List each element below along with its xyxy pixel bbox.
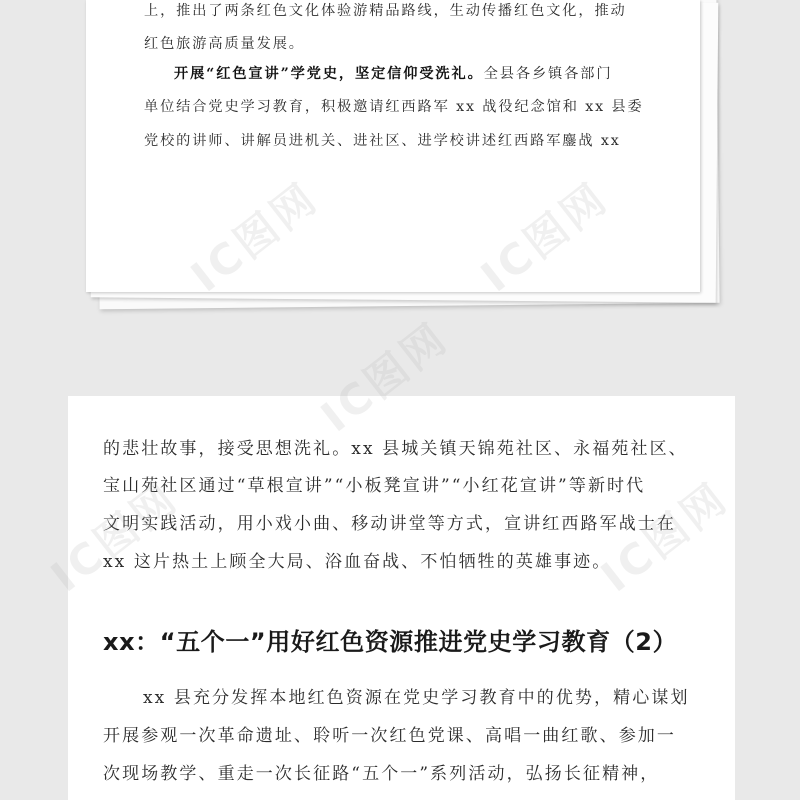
document-page-top bbox=[86, 0, 700, 292]
text-line: xx 这片热土上顾全大局、浴血奋战、不怕牺牲的英雄事迹。 bbox=[103, 552, 612, 572]
section-heading: xx：“五个一”用好红色资源推进党史学习教育（2） bbox=[103, 628, 678, 656]
text-line: 宝山苑社区通过“草根宣讲”“小板凳宣讲”“小红花宣讲”等新时代 bbox=[103, 476, 646, 496]
bold-lead-rest: 全县各乡镇各部门 bbox=[483, 66, 613, 82]
text-line: 党校的讲师、讲解员进机关、进社区、进学校讲述红西路军鏖战 xx bbox=[144, 133, 621, 149]
document-page-bottom bbox=[68, 396, 735, 800]
text-line: 上，推出了两条红色文化体验游精品路线，生动传播红色文化，推动 bbox=[144, 3, 627, 19]
text-line-bold-lead bbox=[174, 63, 612, 83]
watermark-text: IC图网 bbox=[311, 312, 458, 442]
text-line: 的悲壮故事，接受思想洗礼。xx 县城关镇天锦苑社区、永福苑社区、 bbox=[103, 439, 688, 459]
text-line: 次现场教学、重走一次长征路“五个一”系列活动，弘扬长征精神， bbox=[103, 764, 660, 784]
text-line: 开展参观一次革命遗址、聆听一次红色党课、高唱一曲红歌、参加一 bbox=[103, 726, 676, 746]
text-line: xx 县充分发挥本地红色资源在党史学习教育中的优势，精心谋划 bbox=[143, 688, 690, 708]
text-line: 文明实践活动，用小戏小曲、移动讲堂等方式，宣讲红西路军战士在 bbox=[103, 514, 676, 534]
bold-lead: 开展“红色宣讲”学党史，坚定信仰受洗礼。 bbox=[174, 66, 484, 82]
text-line: 红色旅游高质量发展。 bbox=[144, 36, 305, 52]
text-line: 单位结合党史学习教育，积极邀请红西路军 xx 战役纪念馆和 xx 县委 bbox=[144, 99, 644, 115]
